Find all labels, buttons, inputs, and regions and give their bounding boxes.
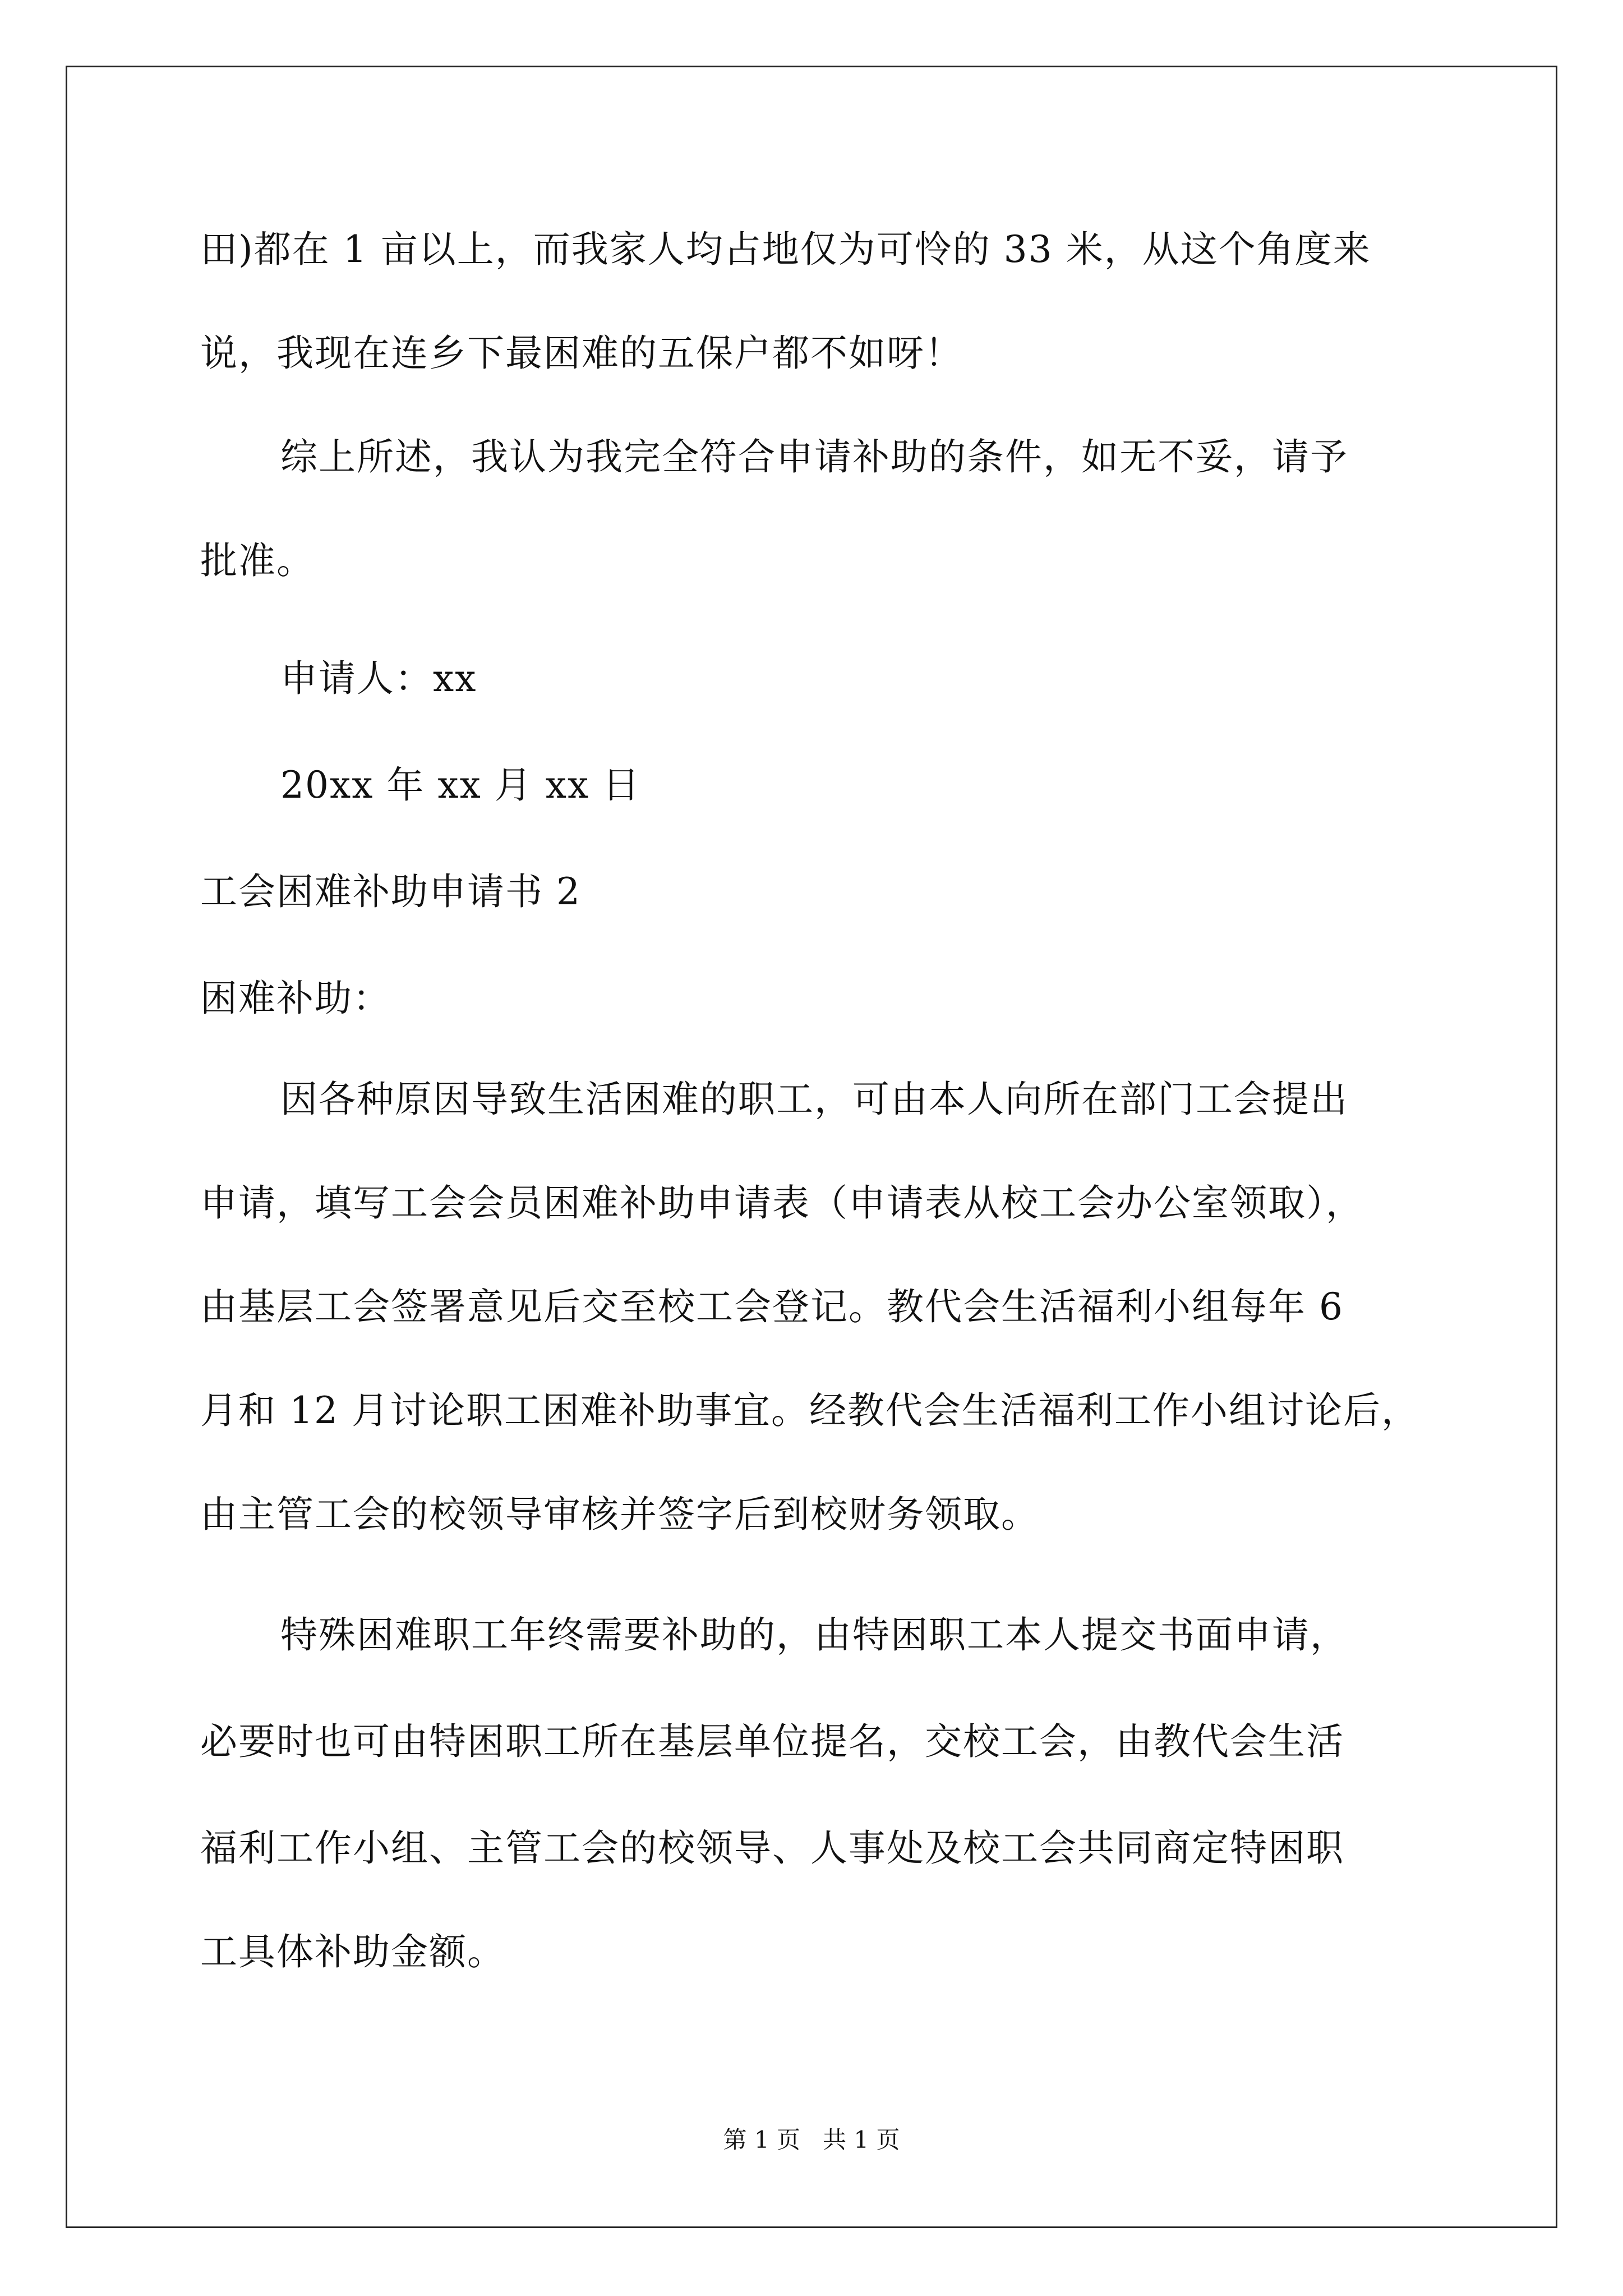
body-line-4: 批准。 (200, 539, 315, 582)
body-line-15: 必要时也可由特困职工所在基层单位提名，交校工会，由教代会生活 (200, 1720, 1344, 1763)
body-line-11: 由基层工会签署意见后交至校工会登记。教代会生活福利小组每年 6 (200, 1285, 1344, 1328)
section-heading: 困难补助： (200, 977, 391, 1020)
page-footer: 第 1 页 共 1 页 (723, 2126, 900, 2154)
body-line-16: 福利工作小组、主管工会的校领导、人事处及校工会共同商定特困职 (200, 1826, 1344, 1870)
body-line-9: 因各种原因导致生活困难的职工，可由本人向所在部门工会提出 (280, 1078, 1348, 1121)
section-title: 工会困难补助申请书 2 (200, 870, 581, 913)
body-line-14: 特殊困难职工年终需要补助的，由特困职工本人提交书面申请， (280, 1613, 1348, 1657)
body-line-10: 申请，填写工会会员困难补助申请表（申请表从校工会办公室领取）， (200, 1181, 1364, 1225)
page-border (66, 66, 1557, 2228)
body-line-13: 由主管工会的校领导审核并签字后到校财务领取。 (200, 1493, 1039, 1536)
date-line: 20xx 年 xx 月 xx 日 (280, 763, 641, 807)
body-line-17: 工具体补助金额。 (200, 1930, 505, 1973)
body-line-12: 月和 12 月讨论职工困难补助事宜。经教代会生活福利工作小组讨论后， (200, 1389, 1419, 1432)
body-line-3: 综上所述，我认为我完全符合申请补助的条件，如无不妥，请予 (280, 435, 1348, 478)
applicant-line: 申请人：xx (280, 657, 477, 700)
body-line-2: 说，我现在连乡下最困难的五保户都不如呀！ (200, 332, 963, 375)
body-line-1: 田)都在 1 亩以上，而我家人均占地仅为可怜的 33 米，从这个角度来 (200, 228, 1371, 271)
